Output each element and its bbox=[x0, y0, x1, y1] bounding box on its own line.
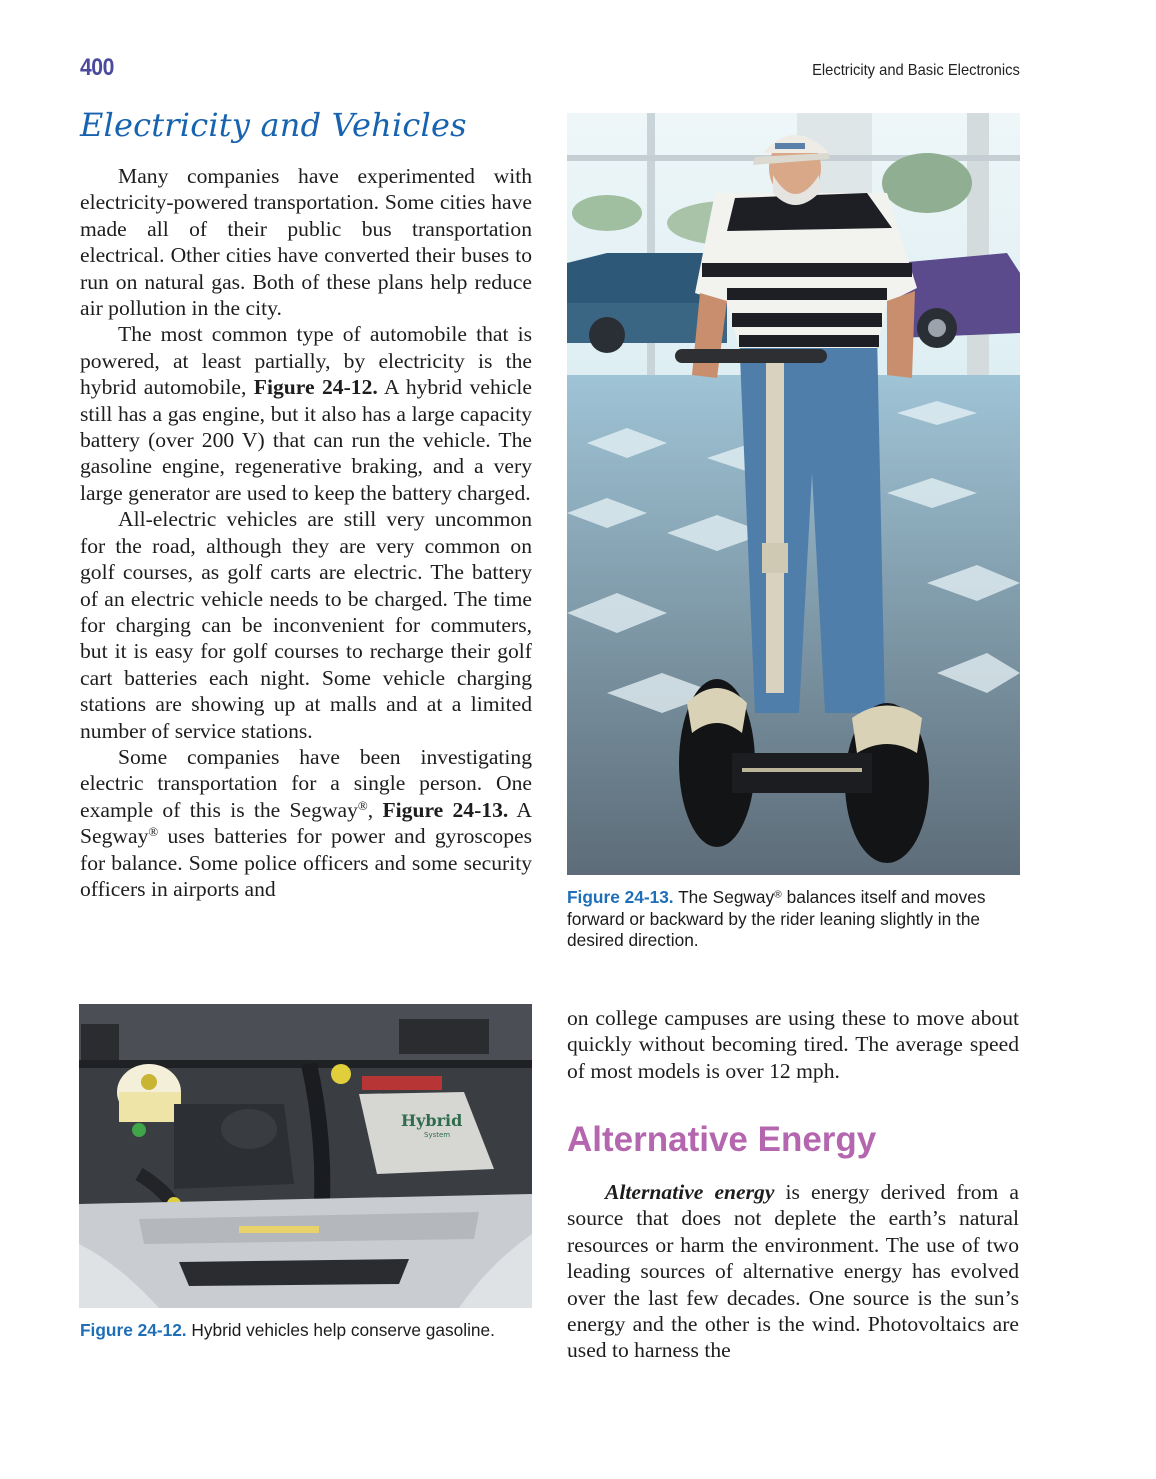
caption-text: The Segway bbox=[673, 887, 775, 907]
text-run: The most common type of automobile that is powered, at least partially, by electricity is the hybrid automobile, bbox=[80, 322, 532, 400]
figure-reference: Figure 24-12. bbox=[253, 375, 378, 400]
paragraph: Many companies have experimented with electricity-powered transportation. Some cities have made all of their public bus transportation electrical. Other cities have converted their buses to run on natural gas. Both of these plans help reduce air pollution in the city. bbox=[80, 164, 532, 321]
hybrid-engine-photo bbox=[79, 1004, 532, 1308]
caption-text: balances itself and moves forward or backward by the rider leaning slightly in the desired direction. bbox=[567, 887, 986, 950]
paragraph bbox=[567, 1179, 1019, 1364]
alternative-energy-text bbox=[567, 1179, 1019, 1364]
text-run: , bbox=[367, 797, 383, 822]
page-number: 400 bbox=[80, 54, 114, 81]
section-title-alternative-energy: Alternative Energy bbox=[567, 1120, 877, 1159]
text-run: Some companies have been investigating electric transportation for a single person. One example of this is the Segway bbox=[80, 744, 532, 822]
left-column-text bbox=[80, 163, 532, 902]
text-run: A Segway bbox=[80, 797, 532, 849]
figure-label: Figure 24-13. bbox=[567, 887, 674, 907]
running-head: Electricity and Basic Electronics bbox=[812, 62, 1020, 79]
engine-cover-sublabel: System bbox=[424, 1131, 451, 1139]
text-run: uses batteries for power and gyroscopes for balance. Some police officers and some security officers in airports and bbox=[80, 824, 532, 901]
figure-caption-24-12 bbox=[80, 1320, 535, 1342]
caption-text: Hybrid vehicles help conserve gasoline. bbox=[186, 1320, 495, 1340]
section-title-electricity-vehicles: Electricity and Vehicles bbox=[80, 106, 467, 144]
text-run: A hybrid vehicle still has a gas engine, but it also has a large capacity battery (over 200 V) that can run the vehicle. The gasoline engine, regenerative braking, and a very large generator are used to keep the battery charged. bbox=[80, 375, 532, 505]
figure-caption-24-13 bbox=[567, 887, 1022, 952]
registered-mark: ® bbox=[148, 824, 159, 840]
figure-reference: Figure 24-13. bbox=[382, 797, 509, 822]
engine-cover-label: Hybrid bbox=[401, 1111, 463, 1130]
segway-photo bbox=[567, 113, 1020, 875]
registered-mark: ® bbox=[774, 889, 782, 901]
paragraph: All-electric vehicles are still very uncommon for the road, although they are very common on golf courses, as golf carts are electric. The battery of an electric vehicle needs to be charged. The time for charging can be inconvenient for commuters, but it is easy for golf courses to recharge their golf cart batteries each night. Some vehicle charging stations are showing up at malls and at a limited number of service stations. bbox=[80, 507, 532, 743]
paragraph: on college campuses are using these to move about quickly without becoming tired. The average speed of most models is over 12 mph. bbox=[567, 1006, 1019, 1083]
registered-mark: ® bbox=[357, 797, 368, 813]
text-run: is energy derived from a source that does not deplete the earth’s natural resources or harm the environment. The use of two leading sources of alternative energy has evolved over the last few decades. One source is the sun’s energy and the other is the wind. Photovoltaics are used to harness the bbox=[567, 1180, 1019, 1363]
key-term: Alternative energy bbox=[605, 1180, 775, 1204]
paragraph bbox=[80, 321, 532, 506]
paragraph bbox=[80, 744, 532, 902]
figure-label: Figure 24-12. bbox=[80, 1320, 187, 1340]
right-column-continuation bbox=[567, 1005, 1019, 1084]
